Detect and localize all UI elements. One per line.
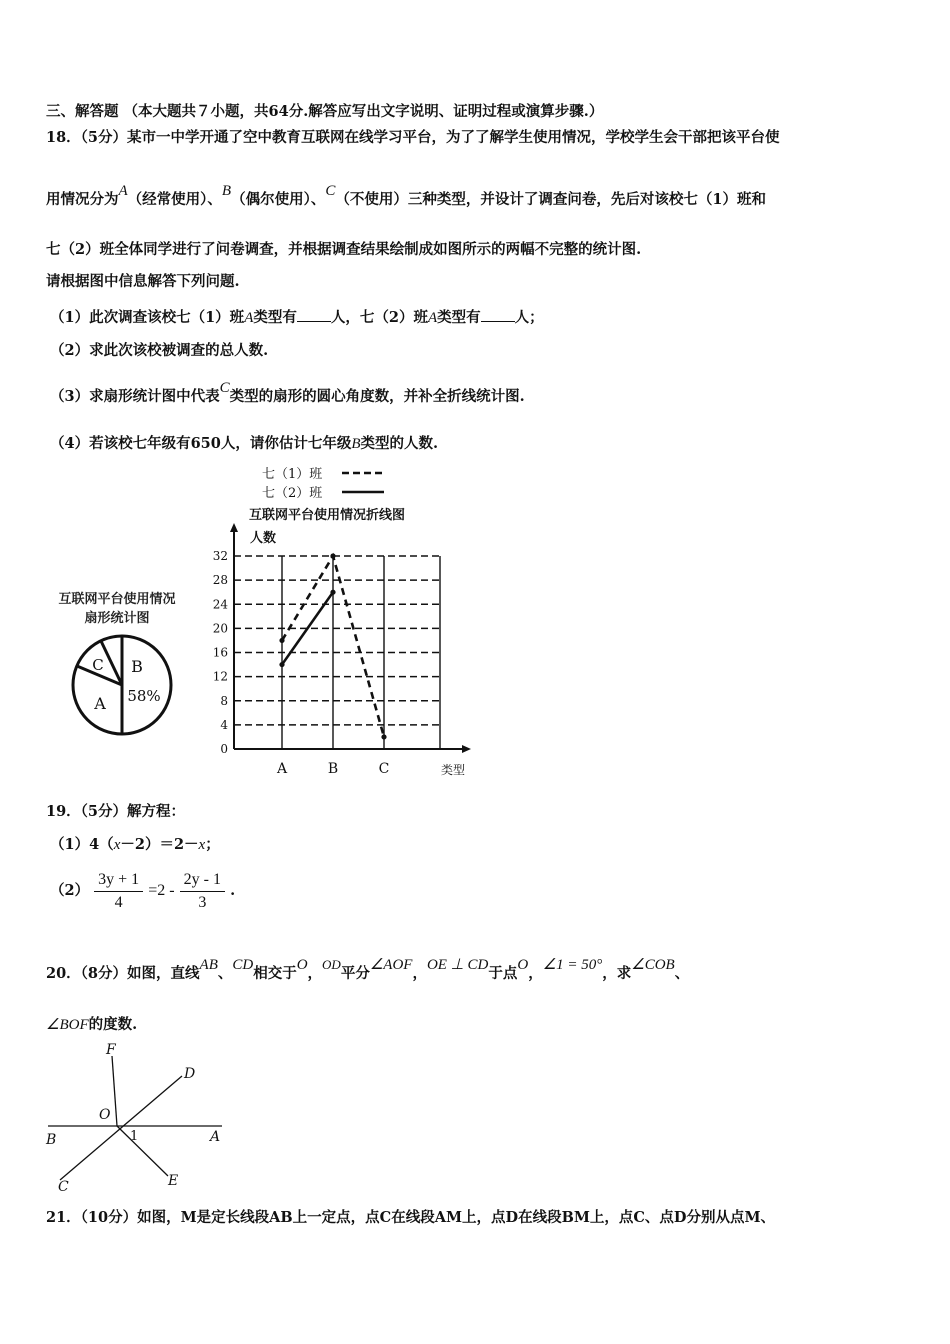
q19-p1-mid: －2）＝2－ bbox=[120, 836, 199, 853]
q20-t5: 的度数. bbox=[88, 1016, 138, 1033]
pie-label-b: B bbox=[131, 657, 143, 676]
label-angle-1: 1 bbox=[130, 1129, 139, 1144]
geometry-figure bbox=[40, 1040, 230, 1195]
q18-p1-end: 人； bbox=[514, 309, 544, 326]
q19-p2-label: （2） bbox=[50, 882, 90, 899]
pie-label-a: A bbox=[94, 694, 106, 713]
series-2-point-A bbox=[279, 662, 284, 667]
y-tick-label-8: 8 bbox=[220, 693, 228, 708]
q18-p1-mid1: 类型有 bbox=[253, 309, 297, 326]
q18-part3 bbox=[50, 380, 525, 407]
q20-comma: ， bbox=[307, 965, 323, 982]
point-o: O bbox=[296, 957, 308, 973]
chart-axes bbox=[213, 523, 471, 777]
x-axis-arrow bbox=[462, 745, 471, 753]
y-tick-label-0: 0 bbox=[220, 742, 228, 756]
angle-bof: ∠BOF bbox=[46, 1017, 89, 1033]
pie-title-line1: 互联网平台使用情况 bbox=[58, 592, 176, 607]
series-1-point-B bbox=[330, 553, 335, 558]
q20-t3: 于点 bbox=[488, 965, 518, 982]
var-c: C bbox=[219, 380, 230, 396]
oe-perp-cd: OE ⊥ CD bbox=[426, 957, 489, 973]
fraction-right bbox=[180, 869, 225, 914]
line-ab: AB bbox=[199, 957, 218, 973]
legend-class1-label: 七（1）班 bbox=[262, 467, 323, 482]
pie-label-c: C bbox=[92, 656, 104, 674]
q18-p1-pre: （1）此次调查该校七（1）班 bbox=[50, 309, 245, 326]
var-x: x bbox=[113, 837, 121, 853]
pie-label-b-pct: 58% bbox=[127, 687, 161, 705]
q20-comma: ， bbox=[412, 965, 427, 982]
answer-blank bbox=[297, 307, 331, 322]
chart-grid bbox=[234, 556, 440, 749]
legend-class2-label: 七（2）班 bbox=[262, 486, 323, 501]
q18-line3: 七（2）班全体同学进行了问卷调查，并根据调查结果绘制成如图所示的两幅不完整的统计图. bbox=[46, 241, 642, 258]
ray-of bbox=[112, 1056, 117, 1126]
series-1-point-C bbox=[381, 734, 386, 739]
q19-p1-end: ； bbox=[205, 836, 220, 853]
y-tick-label-12: 12 bbox=[212, 669, 228, 684]
var-x: x bbox=[198, 837, 206, 853]
q20-t1: 相交于 bbox=[253, 965, 297, 982]
q20-line2 bbox=[46, 1015, 137, 1035]
q20-pre: 20．（8分）如图，直线 bbox=[46, 965, 200, 982]
q20-sep2: 、 bbox=[674, 965, 690, 982]
pie-title-line2: 扇形统计图 bbox=[84, 611, 150, 626]
label-o: O bbox=[99, 1107, 111, 1123]
q18-type-c-text: （不使用）三种类型，并设计了调查问卷，先后对该校七（1）班和 bbox=[335, 191, 766, 208]
x-tick-label-B: B bbox=[327, 761, 339, 777]
q19-part2 bbox=[50, 868, 235, 914]
equation-middle: =2 - bbox=[148, 882, 175, 899]
y-tick-label-24: 24 bbox=[212, 597, 228, 612]
q18-p4-pre: （4）若该校七年级有650人，请你估计七年级 bbox=[50, 435, 352, 452]
var-a: A bbox=[118, 183, 128, 199]
q18-line1: 18．（5分）某市一中学开通了空中教育互联网在线学习平台，为了了解学生使用情况，学校学生会干部把该平台使 bbox=[46, 129, 780, 146]
fraction-right-denominator: 3 bbox=[198, 893, 207, 911]
q19-p2-end: . bbox=[230, 882, 236, 899]
var-a: A bbox=[427, 310, 438, 326]
point-o: O bbox=[517, 957, 529, 973]
series-2-point-B bbox=[330, 590, 335, 595]
q20-line1 bbox=[46, 957, 690, 984]
ray-oe bbox=[117, 1126, 168, 1176]
label-d: D bbox=[184, 1066, 196, 1082]
q18-part2: （2）求此次该校被调查的总人数. bbox=[50, 342, 269, 359]
fraction-left-denominator: 4 bbox=[114, 893, 123, 911]
y-tick-label-16: 16 bbox=[212, 645, 228, 660]
q18-p3-post: 类型的扇形的圆心角度数，并补全折线统计图. bbox=[229, 388, 525, 405]
q18-type-b-text: （偶尔使用）、 bbox=[231, 191, 326, 208]
label-e: E bbox=[168, 1173, 179, 1189]
series-1-point-A bbox=[279, 638, 284, 643]
q18-line2 bbox=[46, 183, 766, 210]
y-tick-label-4: 4 bbox=[220, 717, 228, 732]
y-tick-label-28: 28 bbox=[212, 573, 228, 588]
fraction-left-numerator: 3y + 1 bbox=[94, 869, 143, 892]
x-tick-label-A: A bbox=[276, 761, 288, 777]
q20-t4: ，求 bbox=[602, 965, 632, 982]
var-b: B bbox=[221, 183, 232, 199]
line-cd: CD bbox=[232, 957, 254, 973]
q18-line2-pre: 用情况分为 bbox=[46, 191, 119, 208]
ray-od: OD bbox=[322, 957, 341, 972]
angle-cob: ∠COB bbox=[631, 957, 675, 973]
q19-p1-pre: （1）4（ bbox=[50, 836, 114, 853]
q18-part4 bbox=[50, 434, 438, 454]
y-axis-arrow bbox=[230, 523, 238, 532]
q18-p3-pre: （3）求扇形统计图中代表 bbox=[50, 388, 220, 405]
x-axis-label: 类型 bbox=[440, 763, 466, 777]
q18-p4-post: 类型的人数. bbox=[360, 435, 439, 452]
label-c: C bbox=[58, 1179, 69, 1195]
answer-blank bbox=[481, 307, 515, 322]
chart-title: 互联网平台使用情况折线图 bbox=[248, 508, 406, 523]
q20-comma: ， bbox=[528, 965, 543, 982]
q20-sep1: 、 bbox=[217, 965, 233, 982]
angle-1-value: ∠1 = 50° bbox=[542, 957, 603, 973]
q18-p1-mid2: 人，七（2）班 bbox=[330, 309, 428, 326]
x-tick-label-C: C bbox=[378, 761, 390, 777]
q19-title: 19．（5分）解方程： bbox=[46, 803, 186, 820]
q18-line4: 请根据图中信息解答下列问题. bbox=[46, 273, 240, 290]
pie-chart bbox=[40, 585, 200, 745]
label-a: A bbox=[210, 1129, 221, 1145]
var-a: A bbox=[244, 310, 254, 326]
q19-part1 bbox=[50, 835, 220, 855]
section-title: 三、解答题 （本大题共７小题，共64分.解答应写出文字说明、证明过程或演算步骤.） bbox=[46, 103, 604, 120]
y-tick-label-20: 20 bbox=[212, 621, 228, 636]
line-chart bbox=[200, 462, 480, 782]
line-cd-segment bbox=[60, 1076, 182, 1180]
fraction-left bbox=[94, 869, 143, 914]
y-axis-label: 人数 bbox=[250, 531, 277, 546]
angle-aof: ∠AOF bbox=[369, 957, 413, 973]
q18-type-a-text: （经常使用）、 bbox=[127, 191, 222, 208]
label-b: B bbox=[46, 1132, 57, 1148]
q21-line1: 21．（10分）如图，M是定长线段AB上一定点，点C在线段AM上，点D在线段BM上，点C、点D分别从点M、 bbox=[46, 1209, 776, 1226]
y-tick-label-32: 32 bbox=[212, 549, 228, 563]
q20-t2: 平分 bbox=[340, 965, 370, 982]
fraction-right-numerator: 2y - 1 bbox=[180, 869, 225, 892]
q18-part1 bbox=[50, 307, 544, 328]
label-f: F bbox=[106, 1042, 116, 1058]
q18-p1-mid3: 类型有 bbox=[437, 309, 481, 326]
var-c: C bbox=[325, 183, 336, 199]
var-b: B bbox=[351, 436, 361, 452]
